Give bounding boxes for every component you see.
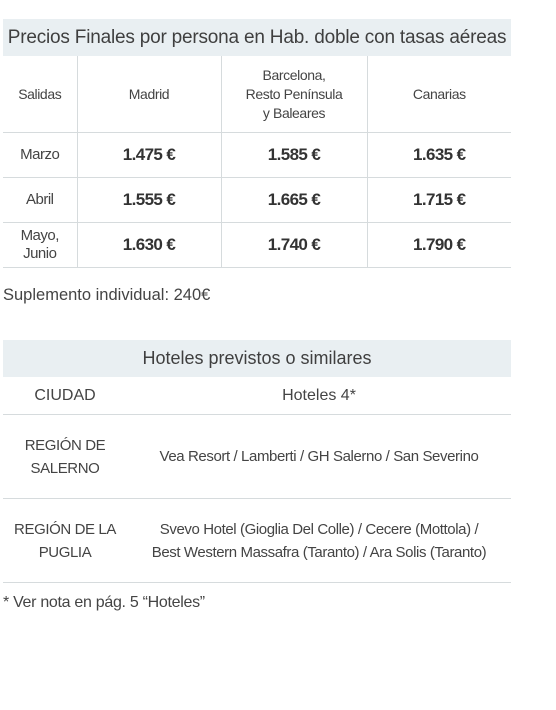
hotels-cell: Vea Resort / Lamberti / GH Salerno / San Severino	[127, 415, 511, 499]
hotels-line1: Svevo Hotel (Gioglia Del Colle) / Cecere (Mottola) /	[159, 520, 479, 538]
city-cell	[3, 499, 127, 583]
price-barcelona: 1.665 €	[221, 178, 367, 223]
table-row	[3, 415, 511, 499]
header-barcelona-line3: y Baleares	[262, 104, 326, 121]
header-salidas: Salidas	[3, 56, 77, 133]
city-line1: REGIÓN DE LA	[14, 520, 116, 538]
prices-table	[3, 19, 511, 268]
hotels-header-row	[3, 377, 511, 415]
header-barcelona-line1: Barcelona,	[262, 66, 326, 83]
city-cell	[3, 415, 127, 499]
month-line1: Mayo,	[20, 227, 59, 244]
supplement-text: Suplemento individual: 240€	[3, 286, 211, 304]
footnote: * Ver nota en pág. 5 “Hoteles”	[3, 594, 205, 611]
table-row	[3, 178, 511, 223]
hotels-cell	[127, 499, 511, 583]
month-cell: Marzo	[3, 133, 77, 178]
price-madrid: 1.630 €	[77, 223, 221, 268]
month-cell	[3, 223, 77, 268]
price-madrid: 1.475 €	[77, 133, 221, 178]
month-cell: Abril	[3, 178, 77, 223]
prices-header-row	[3, 56, 511, 133]
hotels-table-title: Hoteles previstos o similares	[3, 340, 511, 377]
price-canarias: 1.715 €	[367, 178, 511, 223]
prices-table-title: Precios Finales por persona en Hab. doble con tasas aéreas	[3, 19, 511, 56]
price-madrid: 1.555 €	[77, 178, 221, 223]
header-madrid: Madrid	[77, 56, 221, 133]
hotels-line2: Best Western Massafra (Taranto) / Ara Solis (Taranto)	[151, 543, 487, 561]
month-line2: Junio	[23, 245, 57, 262]
table-row	[3, 133, 511, 178]
header-hoteles: Hoteles 4*	[127, 377, 511, 415]
city-line2: PUGLIA	[38, 543, 92, 561]
price-canarias: 1.635 €	[367, 133, 511, 178]
header-ciudad: CIUDAD	[3, 377, 127, 415]
price-barcelona: 1.740 €	[221, 223, 367, 268]
hotels-table	[3, 340, 511, 583]
header-barcelona	[221, 56, 367, 133]
table-row	[3, 499, 511, 583]
city-line1: REGIÓN DE	[24, 436, 106, 454]
table-row	[3, 223, 511, 268]
price-canarias: 1.790 €	[367, 223, 511, 268]
price-barcelona: 1.585 €	[221, 133, 367, 178]
header-barcelona-line2: Resto Península	[245, 85, 343, 102]
city-line2: SALERNO	[30, 459, 100, 477]
header-canarias: Canarias	[367, 56, 511, 133]
